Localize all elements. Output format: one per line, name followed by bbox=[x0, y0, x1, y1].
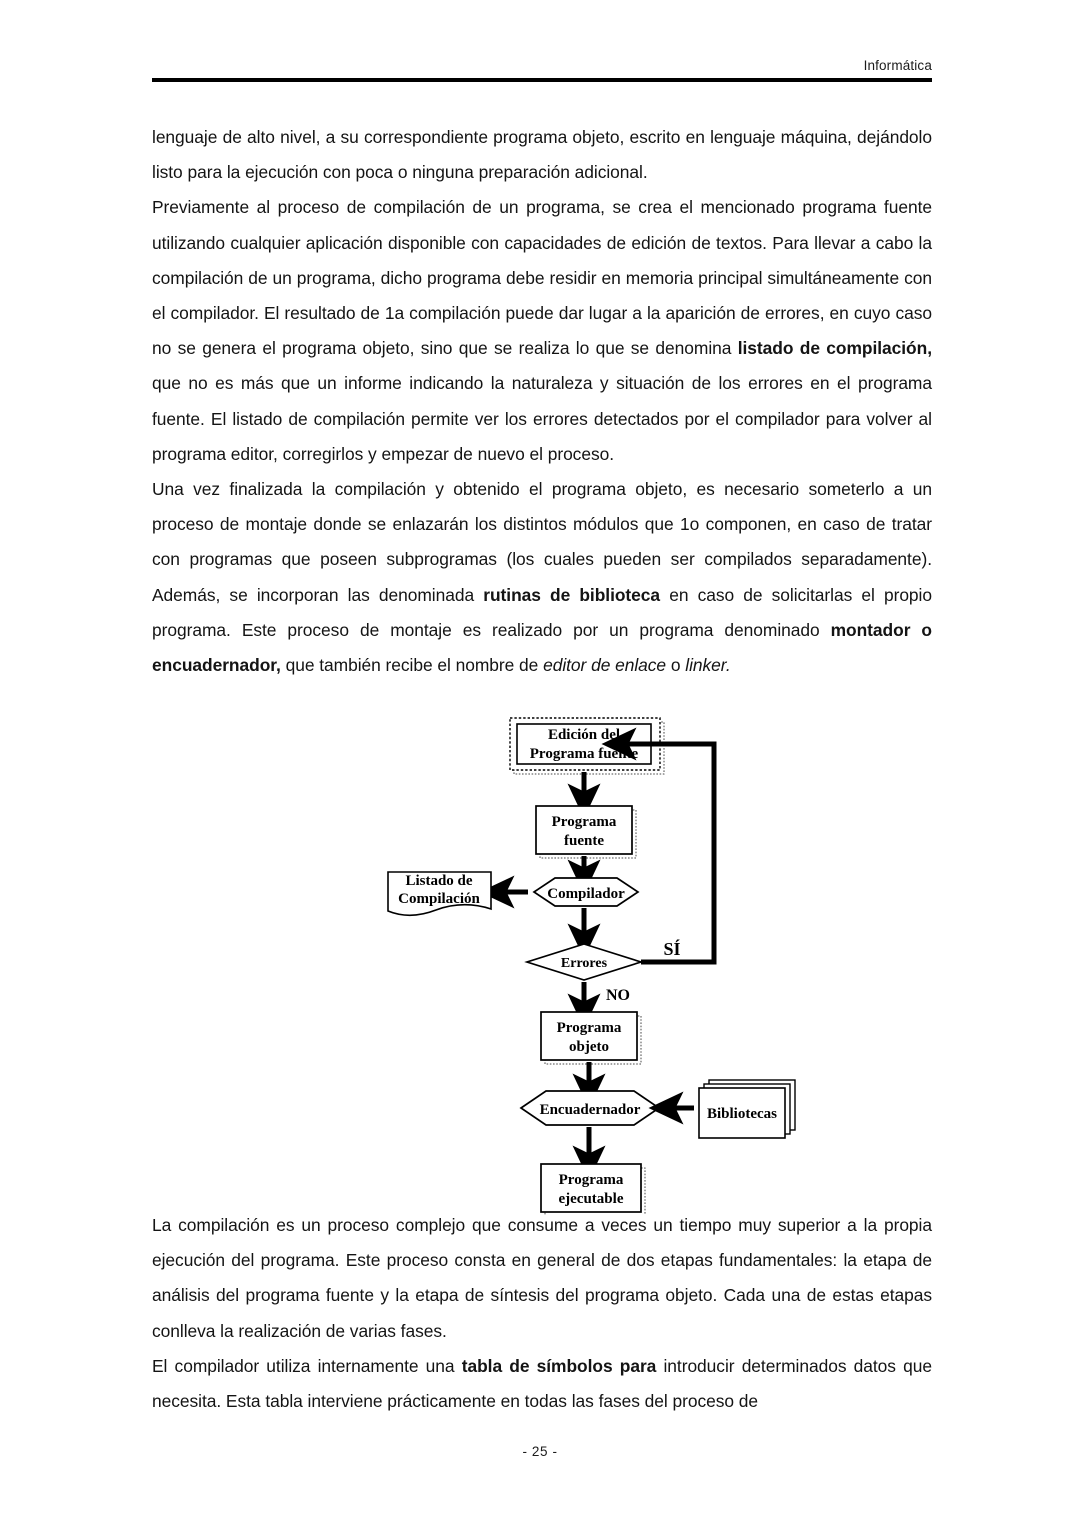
node-programa-fuente bbox=[536, 806, 632, 854]
emphasis-bold: listado de compilación, bbox=[737, 338, 932, 359]
node-encuadernador-label: Encuadernador bbox=[539, 1102, 641, 1118]
text-run: La compilación es un proceso complejo que consume a veces un tiempo muy superior a la propia ejecución del programa. Este proceso consta en general de dos etapas fundamentales: la etapa de análisis del programa fuente y la etapa de síntesis del programa objeto. Cada una de estas etapas conlleva la realización de varias fases. bbox=[152, 1215, 932, 1341]
paragraph-elcompilador bbox=[152, 1349, 932, 1419]
emphasis-bold: rutinas de biblioteca bbox=[483, 584, 661, 605]
text-run: lenguaje de alto nivel, a su correspondiente programa objeto, escrito en lenguaje máquina, dejándolo listo para la ejecución con poca o ninguna preparación adicional. bbox=[152, 127, 932, 183]
edge-label-no: NO bbox=[606, 987, 630, 1004]
node-programa-objeto-line2: objeto bbox=[569, 1039, 609, 1055]
page-header bbox=[152, 58, 932, 82]
node-encuadernador bbox=[521, 1091, 659, 1125]
emphasis-italic: linker. bbox=[685, 655, 731, 676]
node-programa-objeto bbox=[541, 1012, 637, 1060]
node-errores-label: Errores bbox=[560, 956, 608, 971]
document-body-upper bbox=[152, 120, 932, 683]
page-footer bbox=[0, 1443, 1080, 1461]
compilation-flowchart bbox=[0, 700, 1080, 1215]
node-errores bbox=[527, 944, 641, 980]
node-edicion-line1: Edición del bbox=[547, 727, 621, 743]
paragraph-unavez bbox=[152, 472, 932, 683]
emphasis-italic: editor de enlace bbox=[543, 655, 667, 676]
node-edicion-line2: Programa fuente bbox=[529, 746, 639, 762]
text-run: que también recibe el nombre de bbox=[280, 655, 544, 676]
node-bibliotecas-label: Bibliotecas bbox=[707, 1106, 777, 1122]
node-programa-objeto-line1: Programa bbox=[556, 1020, 622, 1036]
paragraph-lacompilacion bbox=[152, 1208, 932, 1349]
text-run: o bbox=[666, 655, 686, 676]
node-listado-line2: Compilación bbox=[398, 891, 480, 907]
paragraph-lenguaje bbox=[152, 120, 932, 190]
text-run: en caso de solicitarlas el propio programa. Este proceso de montaje es realizado por un programa denominado bbox=[152, 584, 932, 640]
edge-label-si: SÍ bbox=[663, 939, 681, 959]
header-title: Informática bbox=[863, 58, 932, 73]
node-programa-ejecutable-line2: ejecutable bbox=[558, 1191, 624, 1207]
node-programa-ejecutable bbox=[541, 1164, 641, 1212]
text-run: introducir determinados datos que necesita. Esta tabla interviene prácticamente en todas las fases del proceso de bbox=[152, 1355, 932, 1412]
text-run: Previamente al proceso de compilación de un programa, se crea el mencionado programa fuente utilizando cualquier aplicación disponible con capacidades de edición de textos. Para llevar a cabo la compilación de un programa, dicho programa debe residir en memoria principal simultáneamente con el compilador. El resultado de 1a compilación puede dar lugar a la aparición de errores, en cuyo caso no se genera el programa objeto, sino que se realiza lo que se denomina bbox=[152, 197, 932, 359]
text-run: que no es más que un informe indicando la naturaleza y situación de los errores en el programa fuente. El listado de compilación permite ver los errores detectados por el compilador para volver al programa editor, corregirlos y empezar de nuevo el proceso. bbox=[152, 373, 932, 464]
text-run: Una vez finalizada la compilación y obtenido el programa objeto, es necesario someterlo a un proceso de montaje donde se enlazarán los distintos módulos que 1o componen, en caso de tratar con programas que poseen subprogramas (los cuales pueden ser compilados separadamente). Además, se incorporan las denominada bbox=[152, 479, 932, 605]
node-programa-fuente-line1: Programa bbox=[551, 814, 617, 830]
node-listado bbox=[388, 872, 491, 915]
text-run: El compilador utiliza internamente una bbox=[152, 1355, 462, 1376]
node-compilador bbox=[534, 878, 638, 906]
node-listado-line1: Listado de bbox=[405, 873, 473, 889]
emphasis-bold: montador o encuadernador, bbox=[152, 619, 932, 676]
edge-si-loop bbox=[620, 744, 714, 962]
page-number: - 25 - bbox=[522, 1444, 558, 1459]
paragraph-previamente bbox=[152, 190, 932, 472]
document-body-lower bbox=[152, 1208, 932, 1419]
header-rule bbox=[152, 78, 932, 82]
emphasis-bold: tabla de símbolos para bbox=[461, 1355, 657, 1376]
node-bibliotecas bbox=[699, 1080, 795, 1138]
node-compilador-label: Compilador bbox=[547, 886, 625, 902]
node-programa-fuente-line2: fuente bbox=[564, 833, 604, 849]
node-programa-ejecutable-line1: Programa bbox=[558, 1172, 624, 1188]
